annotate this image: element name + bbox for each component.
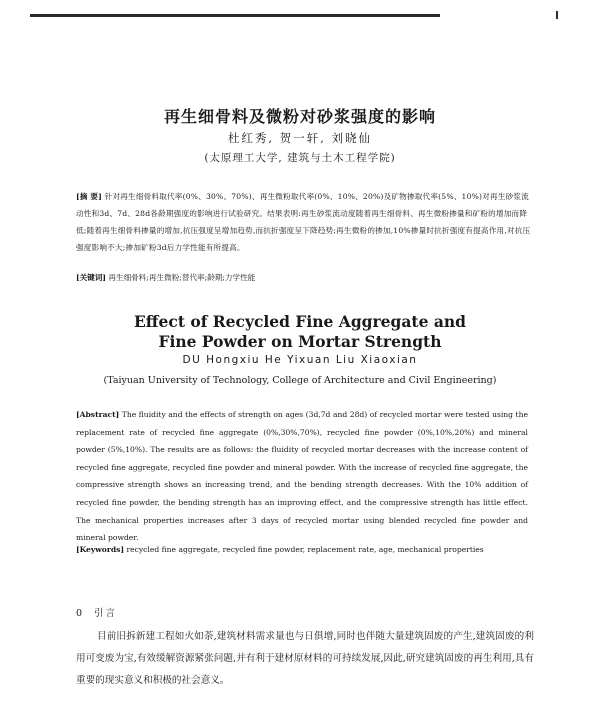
chinese-keywords-text: 再生细骨料;再生微粉;替代率;龄期;力学性能 (108, 273, 256, 282)
english-abstract-text: The fluidity and the effects of strength on ages (3d,7d and 28d) of recycled mortar were tested using the replacement rate of recycled fine aggregate (0%,30%,70%), recycled fine powder (0%,10%,20%) and mineral powder (5%,10%). The results are as follows: the fluidity of recycled mortar decreases with the increase content of recycled fine aggregate, recycled fine powder and mineral powder. With the increase of recycled fine aggregate, the compressive strength shows an increasing trend, and the bending strength decreases. With the 10% addition of recycled fine powder, the bending strength has an improving effect, and the compressive strength has little effect. The mechanical properties increases after 3 days of recycled mortar using blended recycled fine powder and mineral powder. (76, 410, 528, 543)
chinese-keywords (76, 271, 532, 285)
introduction-paragraph: 目前旧拆新建工程如火如荼,建筑材料需求量也与日俱增,同时也伴随大量建筑固废的产生,建筑固废的利用可变废为宝,有效缓解资源紧张问题,并有利于建材原材料的可持续发展,因此,研究建筑固废的再生利用,具有重要的现实意义和积极的社会意义。 (76, 631, 534, 686)
header-rule (30, 14, 440, 17)
chinese-abstract-label: [摘 要] (76, 192, 103, 201)
section-number: 0 (76, 608, 85, 619)
english-affiliation: (Taiyuan University of Technology, College of Architecture and Civil Engineering) (103, 375, 497, 386)
english-keywords (76, 543, 528, 557)
english-keywords-text: recycled fine aggregate, recycled fine powder, replacement rate, age, mechanical properties (126, 545, 484, 554)
section-heading (76, 605, 117, 619)
english-title-line-1: Effect of Recycled Fine Aggregate and (133, 312, 466, 331)
english-keywords-label: [Keywords] (76, 545, 125, 554)
chinese-affiliation: (太原理工大学, 建筑与土木工程学院) (204, 152, 396, 164)
english-authors: DU Hongxiu He Yixuan Liu Xiaoxian (182, 354, 418, 366)
english-abstract (76, 406, 528, 547)
chinese-abstract (76, 188, 532, 256)
chinese-abstract-text: 针对再生细骨料取代率(0%、30%、70%)、再生微粉取代率(0%、10%、20%)及矿物掺取代率(5%、10%)对再生砂浆流动性和3d、7d、28d各龄期强度的影响进行试验研究。结果表明:再生砂浆流动度随着再生细骨料、再生微粉掺量和矿粉的增加而降低;随着再生细骨料掺量的增加,抗压强度呈增加趋势,而抗折强度呈下降趋势;再生微粉的掺加,10%掺量时抗折强度有提高作用,对抗压强度影响不大;掺加矿粉3d后力学性能有所提高。 (76, 192, 531, 252)
english-abstract-label: [Abstract] (76, 410, 120, 419)
chinese-keywords-label: [关键词] (76, 273, 106, 282)
chinese-title: 再生细骨料及微粉对砂浆强度的影响 (163, 107, 436, 126)
header-rule-end (556, 11, 566, 19)
english-title-line-2: Fine Powder on Mortar Strength (158, 332, 442, 351)
chinese-authors: 杜红秀, 贺一轩, 刘晓仙 (227, 131, 373, 145)
section-title: 引言 (94, 608, 118, 619)
